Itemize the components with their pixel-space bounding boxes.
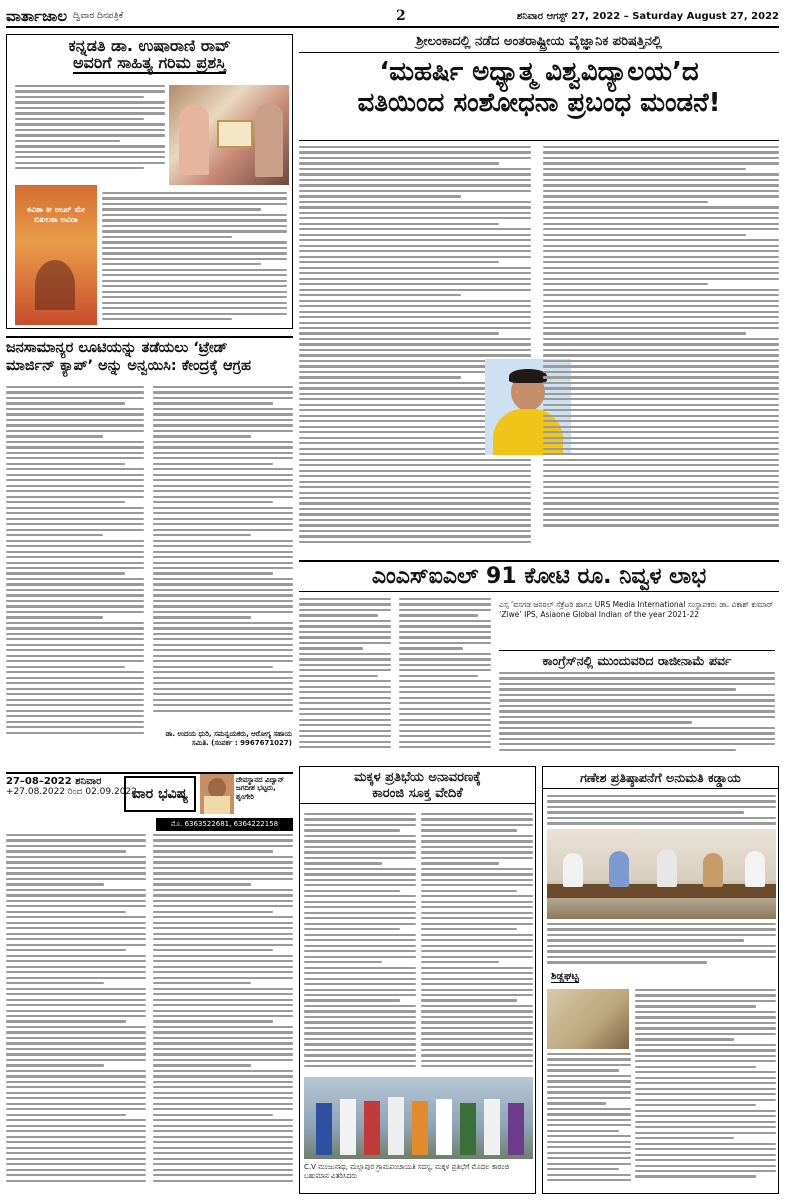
ganesha-column-3	[547, 1053, 631, 1189]
horoscope-title-badge	[124, 776, 196, 812]
children-column-2	[421, 813, 533, 1073]
trademark-column-2	[153, 386, 293, 726]
thesis-headline-line2: ವತಿಯಿಂದ ಸಂಶೋಧನಾ ಪ್ರಬಂಧ ಮಂಡನೆ!	[357, 88, 721, 119]
msil-story	[299, 560, 779, 760]
trademark-column-1	[6, 386, 144, 746]
thesis-column-1	[299, 146, 531, 551]
ganesha-column-2	[635, 989, 776, 1189]
horoscope-range: +27.08.2022 ರಿಂದ 02.09.2022	[6, 787, 137, 797]
msil-column-2	[399, 598, 491, 760]
paper-tagline: ದ್ವಿವಾರ ದಿನಪತ್ರಿಕೆ	[73, 11, 124, 21]
ganesha-side-photo	[547, 989, 629, 1049]
msil-award-text: ಎಸ್ಸ ‘ವಸಗಡ ಜನರಲ್ ಸೆಕ್ರೆಟರಿ ಹಾಗೂ URS Media International ಸಂಸ್ಥಾಪಕರು ಡಾ. ವಿಕಾಶ್ ಕುಮಾರ್ ‘Ziwe’ IPS, Asiaone Global Indian of the year 2021-22	[499, 600, 774, 619]
thesis-headline-line1: ‘ಮಹರ್ಷಿ ಅಧ್ಯಾತ್ಮ ವಿಶ್ವವಿದ್ಯಾಲಯ’ದ	[379, 57, 699, 87]
thesis-column-2	[543, 146, 779, 551]
award-story	[6, 34, 293, 329]
horoscope-column-2	[153, 834, 293, 1194]
congress-body	[499, 672, 775, 760]
children-event-photo	[304, 1077, 533, 1159]
meeting-photo	[547, 829, 776, 919]
ganesha-column-1	[547, 923, 776, 967]
astrologer-photo	[200, 774, 234, 814]
horoscope-section	[6, 772, 293, 1194]
horoscope-column-1	[6, 834, 146, 1194]
masthead	[6, 6, 779, 28]
award-column-bottom	[102, 192, 287, 327]
congress-headline: ಕಾಂಗ್ರೆಸ್‌ನಲ್ಲಿ ಮುಂದುವರಿದ ರಾಜೀನಾಮೆ ಪರ್ವ	[499, 650, 775, 669]
award-ceremony-photo	[169, 85, 289, 185]
children-photo-caption: C.V ಮಂಜುನಾಥ, ಮಲ್ಲಾಪುರ ಗ್ರಾಮಪಂಚಾಯತಿ ಸದಸ್ಯ, ಮಕ್ಕಳ ಪ್ರತಿಭೆಗೆ ಮೊದಲ ಕಾರಂಜಿ ಬಹುಮಾನ ವಿತರಿಸಿದರು	[304, 1163, 510, 1180]
award-headline-line1: ಕನ್ನಡತಿ ಡಾ. ಉಷಾರಾಣಿ ರಾವ್	[68, 36, 231, 55]
trademark-signature: ಡಾ. ಉದಯ ಧುರಿ, ಸಮನ್ವಯಕರು, ಆರೋಗ್ಯ ಸಹಾಯ ಸಮಿತಿ. (ಸಂಪರ್ಕ : 9967671027)	[165, 730, 292, 748]
horoscope-title: ವಾರ ಭವಿಷ್ಯ	[131, 786, 189, 802]
thesis-kicker: ಶ್ರೀಲಂಕಾದಲ್ಲಿ ನಡೆದ ಅಂತರಾಷ್ಟ್ರೀಯ ವೈಜ್ಞಾನಿಕ ಪರಿಷತ್ತಿನಲ್ಲಿ	[299, 34, 779, 53]
award-headline	[7, 35, 292, 76]
ganesha-story	[542, 766, 779, 1194]
thesis-story	[299, 34, 779, 554]
children-headline	[300, 767, 535, 804]
astrologer-phone: ಮೊ. 6363522681, 6364222158	[156, 818, 293, 831]
trademark-headline-line2: ಮಾರ್ಜಿನ್ ಕ್ಯಾಪ್’ ಅನ್ನು ಅನ್ವಯಿಸಿ: ಕೇಂದ್ರಕ್ಕೆ ಆಗ್ರಹ	[6, 358, 252, 375]
paper-name: ವಾರ್ತಾಜಾಲ	[6, 7, 68, 25]
children-story	[299, 766, 536, 1194]
ganesha-byline: ಶಿಡ್ಲಘಟ್ಟ	[551, 971, 579, 982]
ganesha-intro	[547, 795, 776, 825]
children-headline-line1: ಮಕ್ಕಳ ಪ್ರತಿಭೆಯ ಅನಾವರಣಕ್ಕೆ	[354, 770, 481, 785]
msil-column-1	[299, 598, 391, 760]
page-number: 2	[396, 8, 406, 24]
award-headline-line2: ಅವರಿಗೆ ಸಾಹಿತ್ಯ ಗರಿಮ ಪ್ರಶಸ್ತಿ	[73, 52, 226, 72]
award-column-top	[15, 85, 165, 175]
children-column-1	[304, 813, 416, 1073]
book-cover	[15, 185, 97, 325]
issue-date: ಶನಿವಾರ ಆಗಸ್ಟ್ 27, 2022 – Saturday August 27, 2022	[516, 10, 779, 22]
horoscope-date: 27–08–2022 ಶನಿವಾರ	[6, 772, 293, 787]
msil-award-notice	[499, 600, 775, 648]
children-headline-line2: ಕಾರಂಜಿ ಸೂಕ್ತ ವೇದಿಕೆ	[372, 785, 463, 801]
trademark-headline-line1: ಜನಸಾಮಾನ್ಯರ ಲೂಟಿಯನ್ನು ತಡೆಯಲು ‘ಟ್ರೇಡ್	[6, 340, 228, 356]
book-title: ಕವಿತಾ ಕೀ ಆಂಖ್ ಮೇ ಬಿಖಲತಾ ಅವಿರಾ	[27, 205, 85, 225]
thesis-headline	[299, 59, 779, 118]
astrologer-name: ದೇವಸ್ಥಾನದ ವಿದ್ವಾನ್ ಜಗದೀಶ ಭಟ್ಟರು, ಶೃಂಗೇರಿ	[236, 776, 284, 801]
ganesha-headline: ಗಣೇಶ ಪ್ರತಿಷ್ಠಾಪನೆಗೆ ಅನುಮತಿ ಕಡ್ಡಾಯ	[543, 767, 778, 789]
trademark-story	[6, 336, 293, 766]
trademark-headline	[6, 336, 293, 374]
msil-headline: ಎಂಎಸ್‌ಐಎಲ್ 91 ಕೋಟಿ ರೂ. ನಿವ್ವಳ ಲಾಭ	[299, 560, 779, 592]
